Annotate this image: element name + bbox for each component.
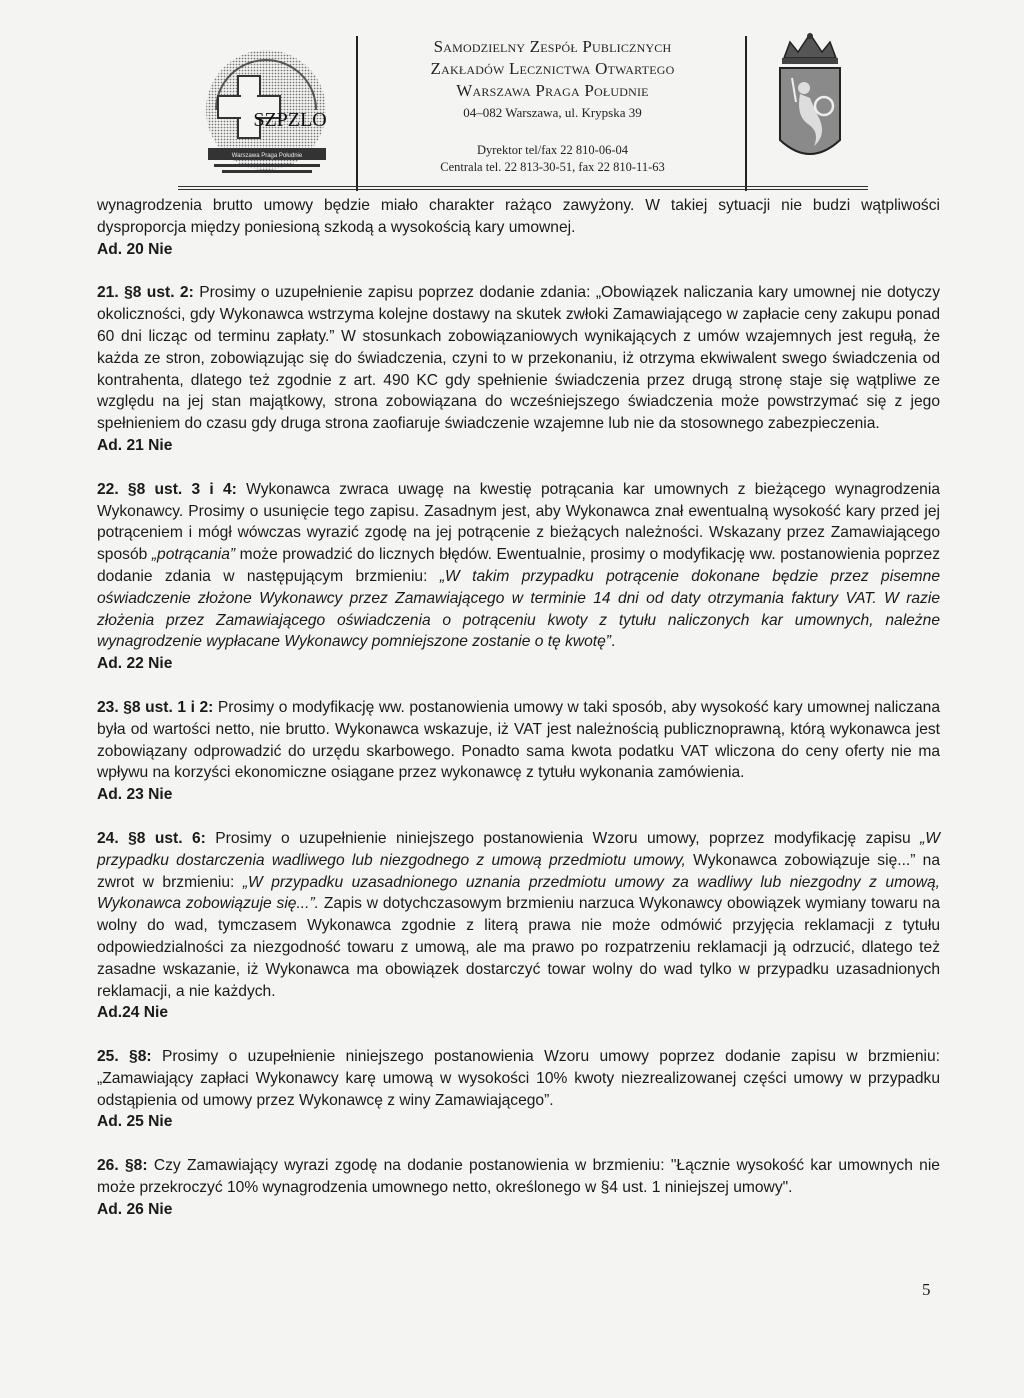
question-22 <box>97 479 940 653</box>
question-24 <box>97 828 940 1002</box>
answer-23: Ad. 23 Nie <box>97 786 173 804</box>
answer-21: Ad. 21 Nie <box>97 436 173 454</box>
institution-line1: Samodzielny Zespół Publicznych <box>433 37 672 56</box>
answer-24: Ad.24 Nie <box>97 1004 169 1022</box>
question-22-text-2: może prowadzić do licznych błędów. Ewentualnie, prosimy o modyfikację ww. postanowienia poprzez dodanie zdania w następującym brzmieniu: <box>97 546 940 585</box>
question-22-text-3: . <box>611 633 616 651</box>
document-body <box>97 195 940 1221</box>
header-rule-double <box>178 189 868 190</box>
question-22-italic-2: „W takim przypadku potrącenie dokonane będzie przez pisemne oświadczenie złożone Wykonawcy przez Zamawiającego w terminie 14 dni od daty otrzymania faktury VAT. W razie złożenia przez Zamawiającego oświadczenia o potrąceniu kwoty z tytułu naliczonych kar umownych, należne wynagrodzenie wypłacane Wykonawcy pomniejszone zostanie o tę kwotę” <box>97 567 940 651</box>
header-divider-left <box>356 36 358 191</box>
question-21-text: Prosimy o uzupełnienie zapisu poprzez dodanie zdania: „Obowiązek naliczania kary umownej nie dotyczy okoliczności, gdy Wykonawca wstrzyma kolejne dostawy na skutek zwłoki Zamawiającego w zapłacie ceny zakupu ponad 60 dni licząc od terminu zapłaty.” W stosunkach zobowiązaniowych wynikających z umów wzajemnych jest regułą, że każda ze stron, zobowiązując się do świadczenia, czyni to w przekonaniu, iż otrzyma ekwiwalent swego świadczenia od kontrahenta, dlatego też zgodnie z art. 490 KC gdy spełnienie świadczenia przez drugą stronę staje się wątpliwe ze względu na jej stan majątkowy, strona zobowiązana do wcześniejszego świadczenia może powstrzymać się z jego spełnieniem do czasu gdy druga strona zaofiaruje świadczenie wzajemne lub nie da stosownego zabezpieczenia. <box>97 284 941 433</box>
warsaw-mermaid-crest-icon <box>770 28 850 178</box>
page-number: 5 <box>922 1280 931 1299</box>
question-26-text: Czy Zamawiający wyrazi zgodę na dodanie postanowienia w brzmieniu: "Łącznie wysokość kar umownych nie może przekroczyć 10% wynagrodzenia umownego netto, określonego w §4 ust. 1 niniejszej umowy". <box>97 1157 940 1197</box>
question-21 <box>97 282 940 435</box>
answer-20: Ad. 20 Nie <box>97 240 173 258</box>
logo-text: SZPZLO <box>253 109 327 131</box>
question-24-number: 24. §8 ust. 6: <box>97 829 206 847</box>
answer-22: Ad. 22 Nie <box>97 655 173 673</box>
question-24-text-1: Prosimy o uzupełnienie niniejszego postanowienia Wzoru umowy, poprzez modyfikację zapisu <box>205 829 921 847</box>
question-23-number: 23. §8 ust. 1 i 2: <box>97 698 214 716</box>
question-25-number: 25. §8: <box>97 1048 152 1066</box>
question-25 <box>97 1046 940 1111</box>
central-phone: Centrala tel. 22 813-30-51, fax 22 810-11-63 <box>440 160 665 174</box>
director-phone: Dyrektor tel/fax 22 810-06-04 <box>476 143 628 157</box>
answer-26: Ad. 26 Nie <box>97 1200 173 1218</box>
question-21-number: 21. §8 ust. 2: <box>97 284 194 302</box>
question-24-italic-2: „W przypadku uzasadnionego uznania przedmiotu umowy za wadliwy lub niezgodny z umową, Wykonawca zobowiązuje się...”. <box>97 873 940 913</box>
institution-block <box>360 36 745 176</box>
header-divider-right <box>745 36 747 191</box>
header-rule <box>178 186 868 187</box>
szpzlo-logo-icon <box>196 48 336 188</box>
institution-line2: Zakładów Lecznictwa Otwartego <box>430 59 675 78</box>
question-26-number: 26. §8: <box>97 1157 148 1175</box>
question-22-number: 22. §8 ust. 3 i 4: <box>97 480 237 498</box>
intro-paragraph: wynagrodzenia brutto umowy będzie miało charakter rażąco zawyżony. W takiej sytuacji nie budzi wątpliwości dysproporcja między poniesioną szkodą a wysokością kary umownej. <box>97 197 940 236</box>
question-26 <box>97 1155 940 1199</box>
institution-line3: Warszawa Praga Południe <box>456 81 649 100</box>
question-22-text-1: Wykonawca zwraca uwagę na kwestię potrącania kar umownych z bieżącego wynagrodzenia Wykonawcy. Prosimy o usunięcie tego zapisu. Zasadnym jest, aby Wykonawca znał ewentualną wysokość kary przed jej potrąceniem i mógł wówczas wyrazić zgodę na jej potrącenie z bieżących należności. Wskazany przez Zamawiającego sposób <box>97 480 940 564</box>
letterhead <box>180 28 870 178</box>
question-24-text-3: Zapis w dotychczasowym brzmieniu narzuca Wykonawcy obowiązek wymiany towaru na wolny do wad, tymczasem Wykonawca zgodnie z literą prawa nie może odmówić przyjęcia reklamacji z tytułu odpowiedzialności za niezgodność towaru z umową, ale ma prawo po rozpatrzeniu reklamacji ją odrzucić, dlatego też zasadne wskazanie, iż Wykonawca ma obowiązek dostarczyć towar wolny do wad tylko w przypadku uzasadnionych reklamacji, a nie każdych. <box>97 895 940 1000</box>
question-24-italic-1: „W przypadku dostarczenia wadliwego lub niezgodnego z umową przedmiotu umowy, <box>97 829 940 869</box>
answer-25: Ad. 25 Nie <box>97 1113 173 1131</box>
question-23 <box>97 697 940 784</box>
question-23-text: Prosimy o modyfikację ww. postanowienia umowy w taki sposób, aby wysokość kary umownej naliczana była od wartości netto, nie brutto. Wykonawca wskazuje, iż VAT jest należnością publicznoprawną, którą wykonawca jest zobowiązany odprowadzić do urzędu skarbowego. Ponadto sama kwota podatku VAT wliczona do ceny oferty nie ma wpływu na korzyści ekonomiczne osiągane przez wykonawcę z tytułu wykonania zamówienia. <box>97 698 940 782</box>
institution-address: 04–082 Warszawa, ul. Krypska 39 <box>463 105 642 120</box>
question-22-italic-1: „potrącania” <box>151 546 236 564</box>
question-24-text-2: Wykonawca zobowiązuje się...” na zwrot w brzmieniu: <box>97 851 941 891</box>
logo-subtext: Warszawa Praga Południe <box>231 153 303 159</box>
question-25-text: Prosimy o uzupełnienie niniejszego postanowienia Wzoru umowy poprzez dodanie zapisu w brzmieniu: „Zamawiający zapłaci Wykonawcy karę umową w wysokości 10% kwoty niezrealizowanej części umowy w przypadku odstąpienia od umowy przez Wykonawcę z winy Zamawiającego”. <box>97 1048 940 1109</box>
